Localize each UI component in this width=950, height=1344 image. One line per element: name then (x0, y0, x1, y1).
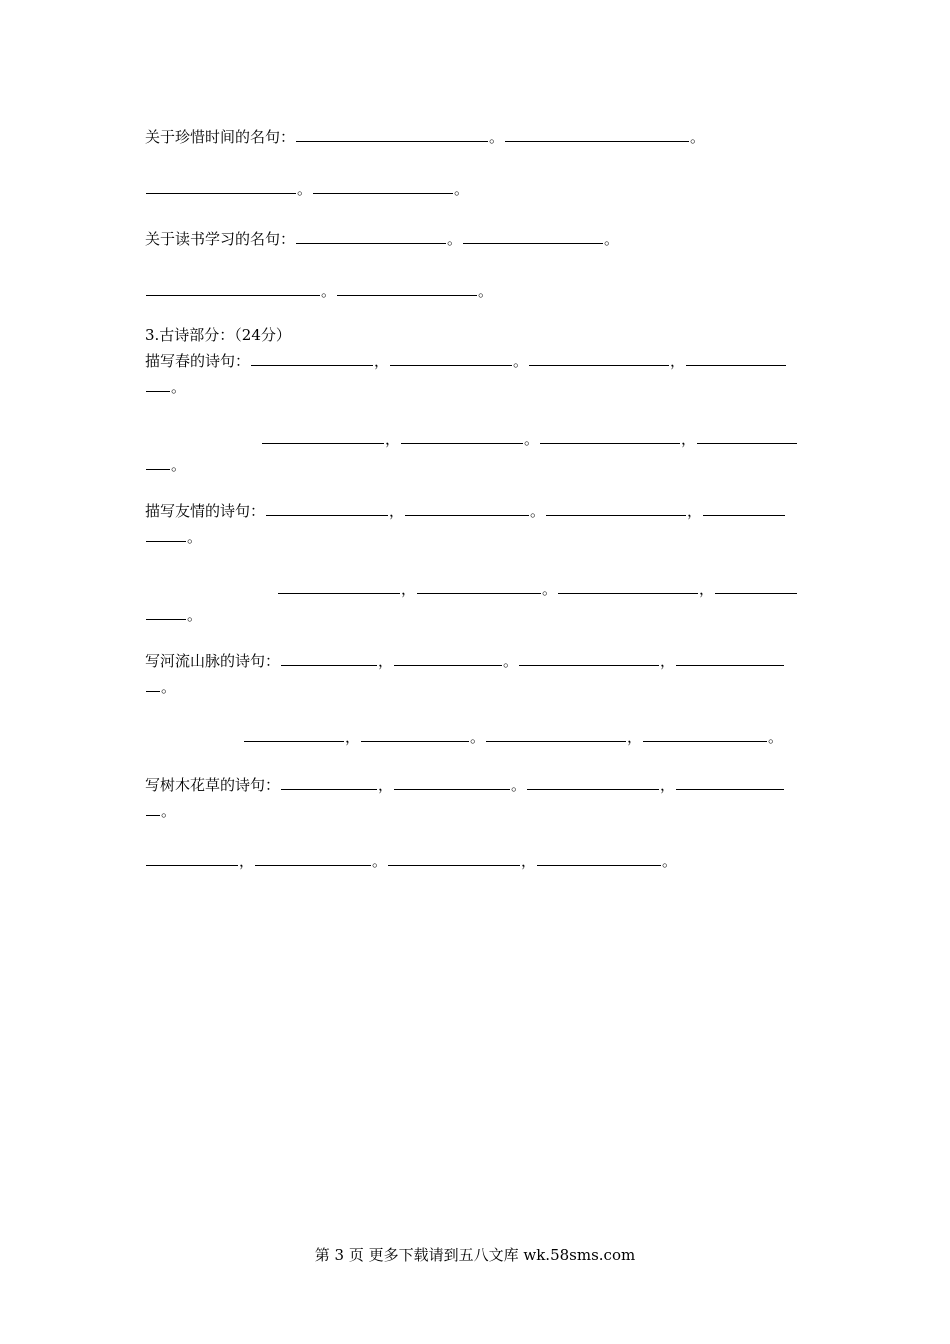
answer-blank[interactable] (281, 650, 377, 666)
answer-blank[interactable] (146, 676, 160, 692)
comma-mark: ， (521, 852, 537, 870)
comma-mark: ， (385, 430, 401, 448)
answer-blank[interactable] (255, 850, 371, 866)
answer-blank[interactable] (146, 850, 238, 866)
rivers-line-2 (145, 726, 808, 748)
time-quotes-line-1 (145, 126, 808, 148)
comma-mark: ， (239, 852, 255, 870)
answer-blank[interactable] (676, 650, 784, 666)
comma-mark: ， (378, 652, 394, 670)
poetry-section-heading (145, 324, 808, 346)
period-mark: 。 (489, 128, 505, 146)
comma-mark: ， (670, 352, 686, 370)
answer-blank[interactable] (296, 126, 488, 142)
answer-blank[interactable] (703, 500, 785, 516)
period-mark: 。 (768, 728, 784, 746)
period-mark: 。 (542, 580, 558, 598)
plants-label: 写树木花草的诗句： (145, 776, 281, 794)
spring-label: 描写春的诗句： (145, 352, 251, 370)
answer-blank[interactable] (401, 428, 523, 444)
answer-blank[interactable] (676, 774, 784, 790)
answer-blank[interactable] (146, 800, 160, 816)
answer-blank[interactable] (361, 726, 469, 742)
friendship-line-1-wrap (145, 526, 808, 548)
spring-line-1-wrap (145, 376, 808, 398)
period-mark: 。 (187, 528, 203, 546)
period-mark: 。 (372, 852, 388, 870)
period-mark: 。 (690, 128, 706, 146)
answer-blank[interactable] (244, 726, 344, 742)
plants-line-2 (145, 850, 808, 872)
plants-line-1-wrap (145, 800, 808, 822)
period-mark: 。 (447, 230, 463, 248)
answer-blank[interactable] (486, 726, 626, 742)
period-mark: 。 (604, 230, 620, 248)
comma-mark: ， (345, 728, 361, 746)
period-mark: 。 (524, 430, 540, 448)
answer-blank[interactable] (278, 578, 400, 594)
study-quotes-label: 关于读书学习的名句： (145, 230, 296, 248)
answer-blank[interactable] (262, 428, 384, 444)
period-mark: 。 (171, 378, 187, 396)
answer-blank[interactable] (505, 126, 689, 142)
comma-mark: ， (627, 728, 643, 746)
period-mark: 。 (171, 456, 187, 474)
answer-blank[interactable] (337, 280, 477, 296)
answer-blank[interactable] (686, 350, 786, 366)
comma-mark: ， (389, 502, 405, 520)
spring-line-1 (145, 350, 808, 372)
answer-blank[interactable] (405, 500, 529, 516)
answer-blank[interactable] (146, 178, 296, 194)
comma-mark: ， (378, 776, 394, 794)
answer-blank[interactable] (417, 578, 541, 594)
answer-blank[interactable] (537, 850, 661, 866)
period-mark: 。 (187, 606, 203, 624)
answer-blank[interactable] (463, 228, 603, 244)
period-mark: 。 (530, 502, 546, 520)
rivers-line-1-wrap (145, 676, 808, 698)
study-quotes-line-2 (145, 280, 808, 302)
answer-blank[interactable] (529, 350, 669, 366)
period-mark: 。 (161, 802, 177, 820)
page-footer: 第 3 页 更多下载请到五八文库 wk.58sms.com (314, 1246, 636, 1264)
answer-blank[interactable] (251, 350, 373, 366)
period-mark: 。 (161, 678, 177, 696)
spring-line-2-wrap (145, 454, 808, 476)
answer-blank[interactable] (394, 774, 510, 790)
rivers-label: 写河流山脉的诗句： (145, 652, 281, 670)
answer-blank[interactable] (546, 500, 686, 516)
answer-blank[interactable] (715, 578, 797, 594)
period-mark: 。 (454, 180, 470, 198)
period-mark: 。 (503, 652, 519, 670)
friendship-line-1 (145, 500, 808, 522)
period-mark: 。 (297, 180, 313, 198)
answer-blank[interactable] (313, 178, 453, 194)
answer-blank[interactable] (643, 726, 767, 742)
answer-blank[interactable] (519, 650, 659, 666)
answer-blank[interactable] (266, 500, 388, 516)
answer-blank[interactable] (146, 280, 320, 296)
spring-line-2 (145, 428, 808, 450)
time-quotes-label: 关于珍惜时间的名句： (145, 128, 296, 146)
comma-mark: ， (699, 580, 715, 598)
period-mark: 。 (478, 282, 494, 300)
comma-mark: ， (401, 580, 417, 598)
answer-blank[interactable] (281, 774, 377, 790)
answer-blank[interactable] (146, 604, 186, 620)
period-mark: 。 (662, 852, 678, 870)
answer-blank[interactable] (390, 350, 512, 366)
comma-mark: ， (374, 352, 390, 370)
period-mark: 。 (511, 776, 527, 794)
comma-mark: ， (687, 502, 703, 520)
period-mark: 。 (513, 352, 529, 370)
answer-blank[interactable] (146, 526, 186, 542)
period-mark: 。 (470, 728, 486, 746)
plants-line-1 (145, 774, 808, 796)
answer-blank[interactable] (558, 578, 698, 594)
period-mark: 。 (321, 282, 337, 300)
answer-blank[interactable] (394, 650, 502, 666)
section-heading: 3.古诗部分：（24分） (145, 326, 291, 344)
answer-blank[interactable] (146, 454, 170, 470)
time-quotes-line-2 (145, 178, 808, 200)
comma-mark: ， (681, 430, 697, 448)
study-quotes-line-1 (145, 228, 808, 250)
answer-blank[interactable] (697, 428, 797, 444)
answer-blank[interactable] (388, 850, 520, 866)
answer-blank[interactable] (296, 228, 446, 244)
friendship-label: 描写友情的诗句： (145, 502, 266, 520)
friendship-line-2 (145, 578, 808, 600)
answer-blank[interactable] (540, 428, 680, 444)
comma-mark: ， (660, 776, 676, 794)
comma-mark: ， (660, 652, 676, 670)
answer-blank[interactable] (527, 774, 659, 790)
answer-blank[interactable] (146, 376, 170, 392)
rivers-line-1 (145, 650, 808, 672)
friendship-line-2-wrap (145, 604, 808, 626)
